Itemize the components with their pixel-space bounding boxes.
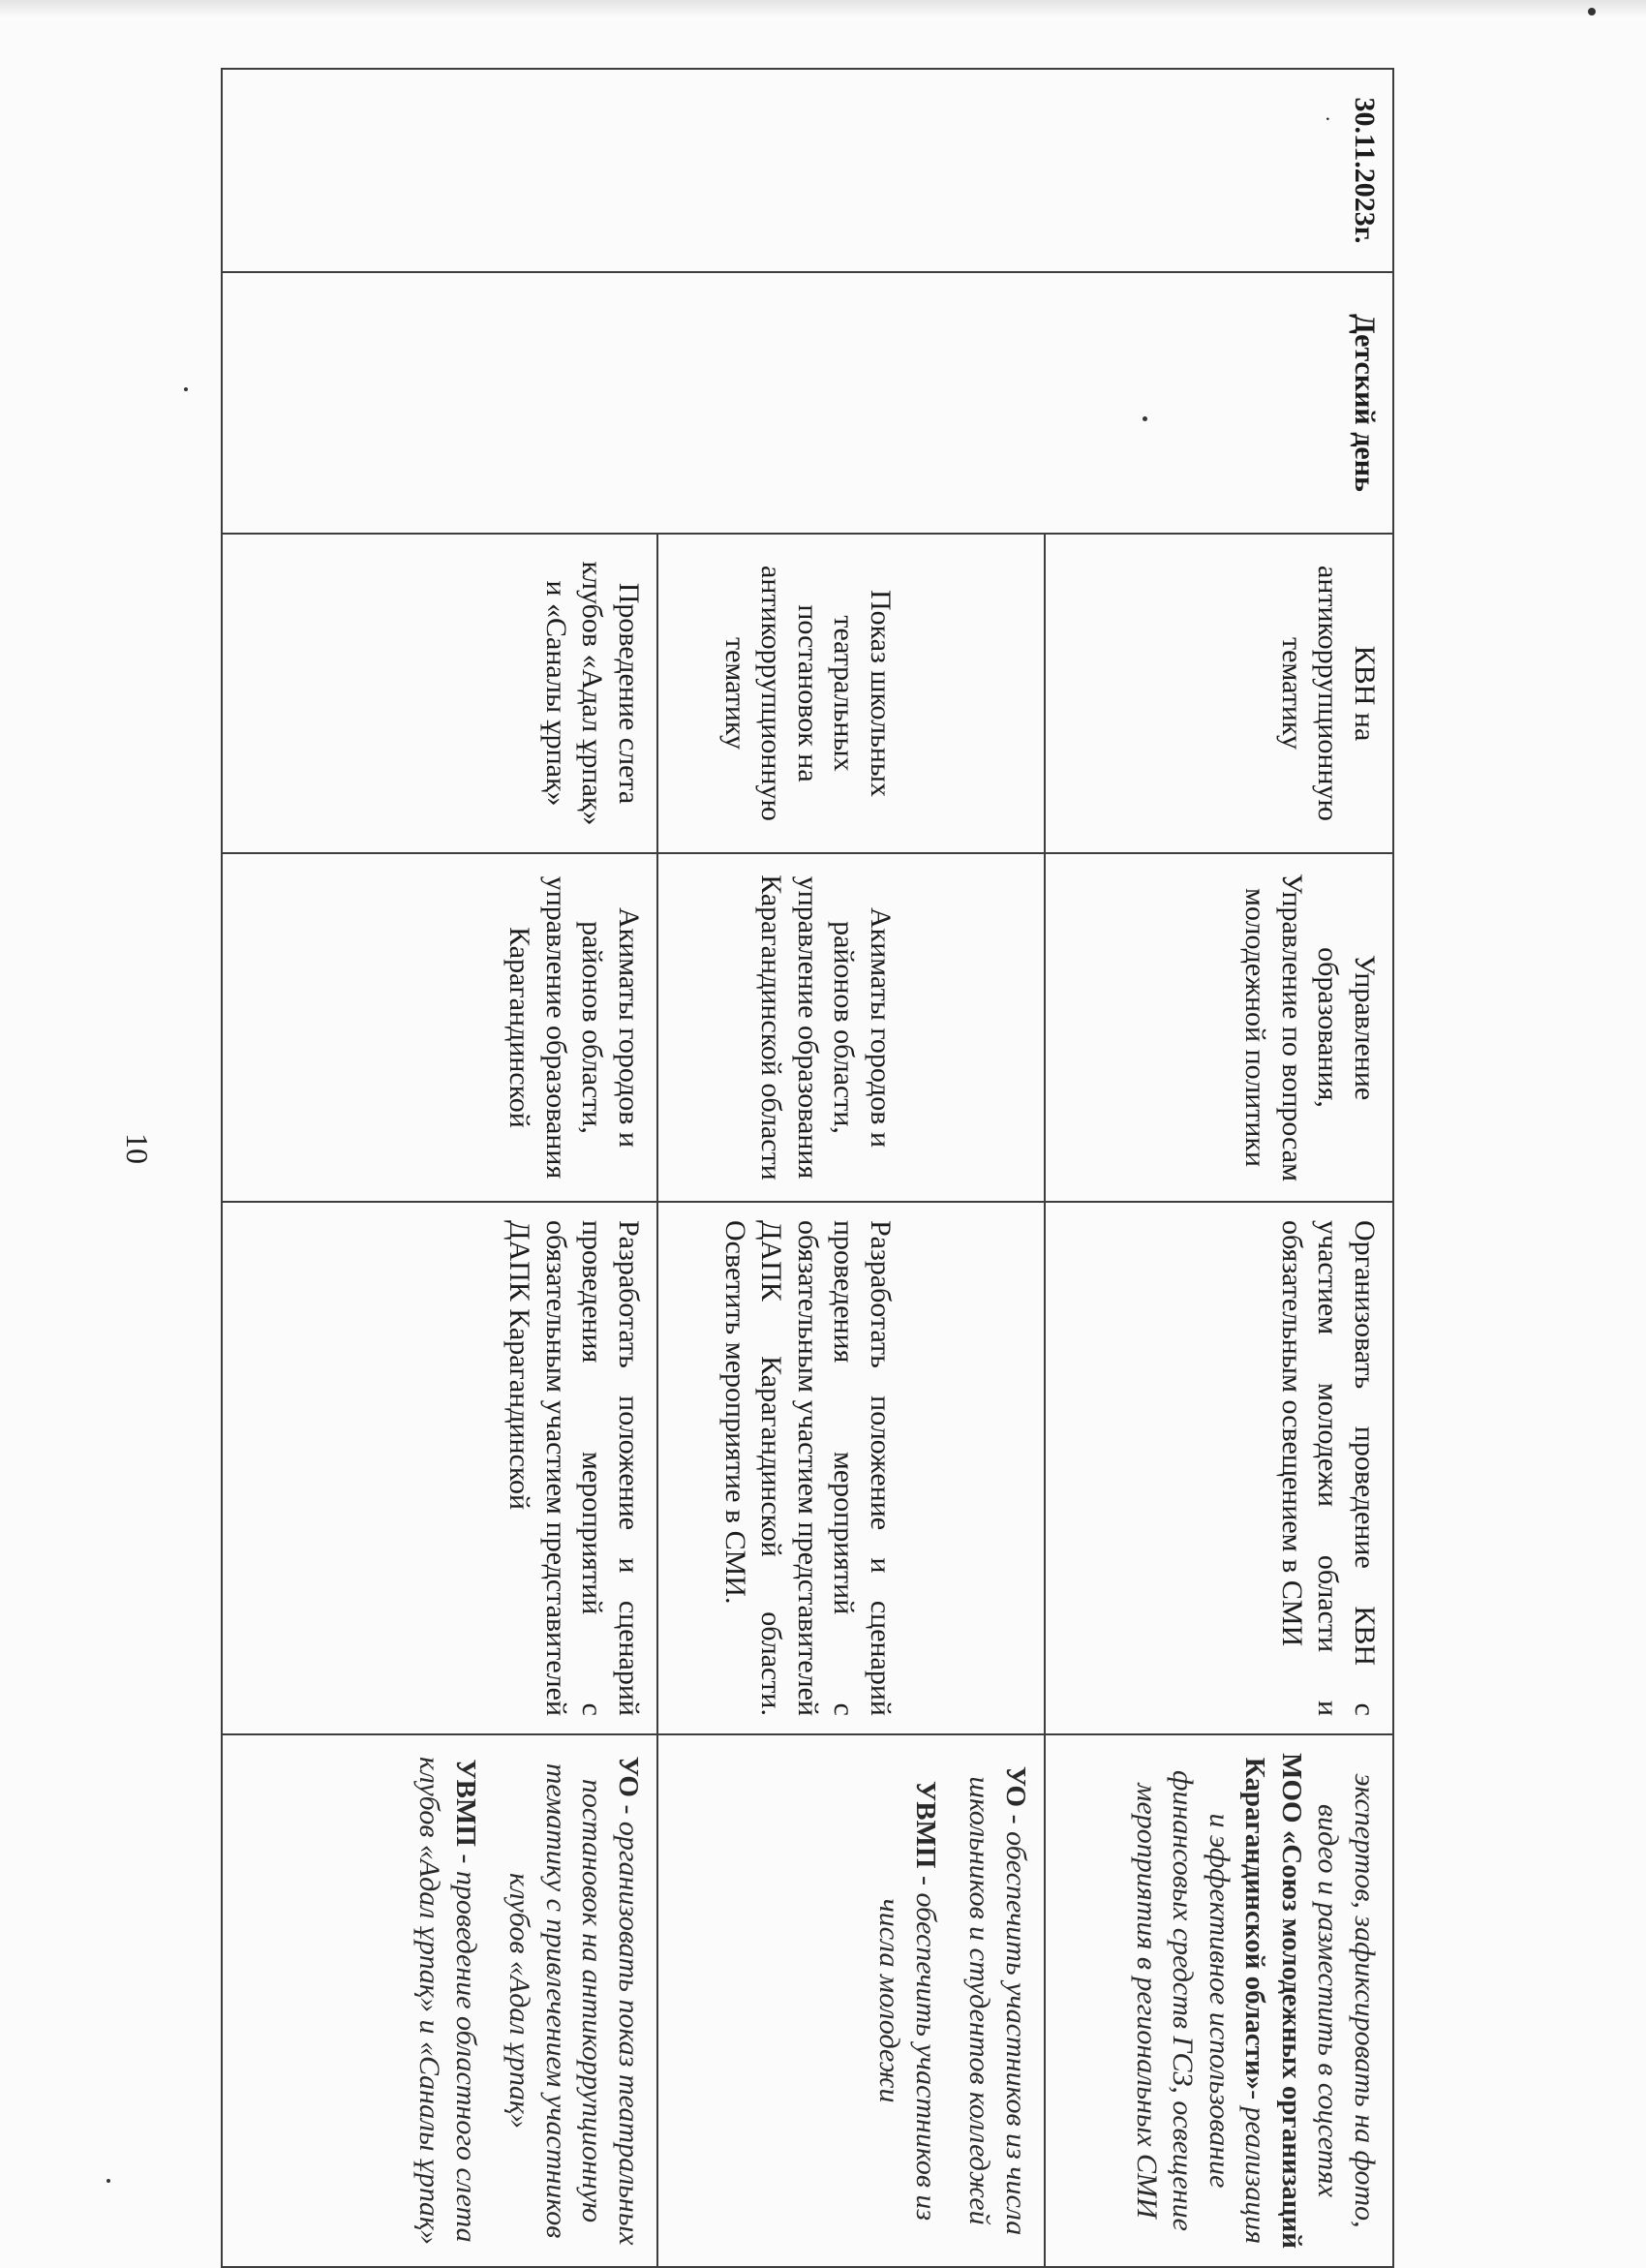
scan-speck bbox=[184, 387, 188, 391]
note-text: - обеспечить участников из числа школьников и студентов колледжей bbox=[963, 1776, 1032, 2236]
event-name-text: Показ школьных театральных постановок на антикоррупционную тематику bbox=[719, 566, 897, 821]
event-note bbox=[1045, 1734, 1393, 2267]
event-plan-table bbox=[221, 68, 1394, 2268]
note-organization: УО bbox=[613, 1756, 644, 1797]
day-title: Детский день bbox=[222, 272, 1393, 534]
event-note bbox=[657, 1734, 1045, 2267]
note-organization: УВМП bbox=[910, 1780, 941, 1869]
note-organization: УВМП bbox=[450, 1759, 481, 1847]
note-text: - организовать показ театральных постановок на антикоррупционную тематику с привлечением участников клубов «Адал ұрпақ» bbox=[503, 1762, 645, 2246]
event-responsible-text: Акиматы городов и районов области, управление образования Карагандинской области bbox=[755, 874, 897, 1180]
scan-speck bbox=[1588, 8, 1596, 15]
event-responsible bbox=[657, 853, 1045, 1202]
event-name: КВН на антикоррупционную тематику bbox=[1045, 534, 1393, 853]
note-text: - проведение областного слета клубов «Адал ұрпақ» и «Саналы ұрпақ» bbox=[413, 1757, 482, 2245]
event-action: Разработать положение и сценарий проведения мероприятий с обязательным участием представителей ДАПК Карагандинской bbox=[222, 1202, 657, 1734]
carryover-note: экспертов, зафиксировать на фото, видео и разместить в соцсетях bbox=[1312, 1773, 1381, 2228]
event-action bbox=[657, 1202, 1045, 1734]
event-responsible: Управление образования, Управление по вопросам молодежной политики bbox=[1045, 853, 1393, 1202]
note-text: - обеспечить участников из числа молодежи bbox=[873, 1875, 942, 2222]
margin-mark: . bbox=[1322, 116, 1346, 122]
event-action-text: Разработать положение и сценарий проведения мероприятий с обязательным участием представителей ДАПК Карагандинской области. Осветить мероприятие в СМИ. bbox=[719, 1220, 897, 1716]
event-action: Организовать проведение КВН с участием молодежи области и обязательным освещением в СМИ bbox=[1045, 1202, 1393, 1734]
event-responsible: Акиматы городов и районов области, управление образования Карагандинской bbox=[222, 853, 657, 1202]
event-date: 30.11.2023г. bbox=[222, 69, 1393, 272]
page-number: 10 bbox=[120, 1133, 155, 1164]
note-text: - реализация и эффективное использование финансовых средств ГСЗ, освещение мероприятия в региональных СМИ bbox=[1131, 1770, 1272, 2245]
event-name bbox=[657, 534, 1045, 853]
note-organization: УО bbox=[1000, 1765, 1031, 1808]
event-name: Проведение слета клубов «Адал ұрпақ» и «Саналы ұрпақ» bbox=[222, 534, 657, 853]
scan-edge bbox=[0, 0, 1646, 17]
scan-speck bbox=[107, 2179, 110, 2183]
rotated-page bbox=[223, 68, 1394, 2266]
event-note bbox=[222, 1734, 657, 2267]
note-organization: МОО «Союз молодежных организаций Карагандинской области» bbox=[1239, 1753, 1307, 2249]
table-row bbox=[1045, 69, 1393, 2267]
